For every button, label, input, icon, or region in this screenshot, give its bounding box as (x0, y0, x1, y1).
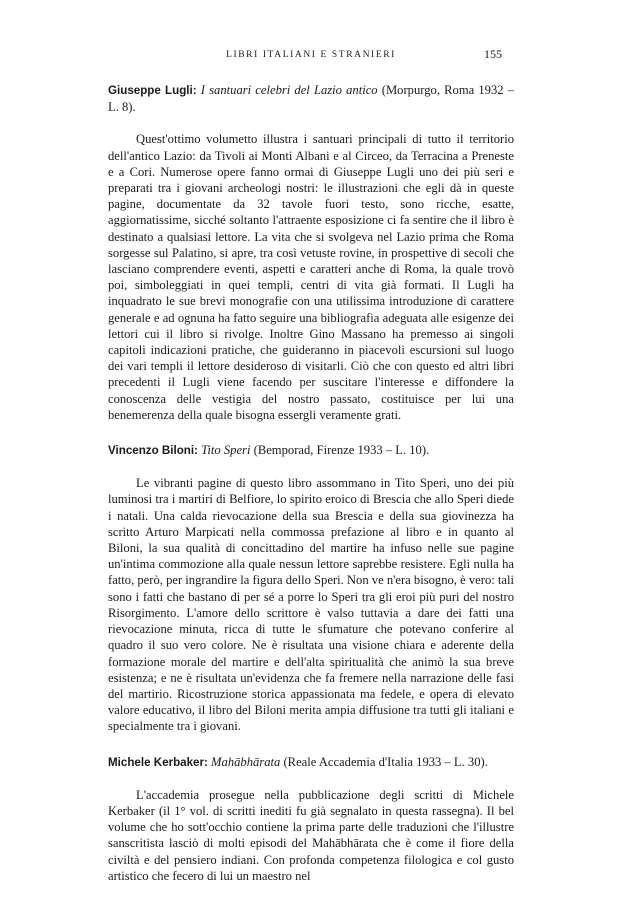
entry-heading-kerbaker (108, 754, 514, 771)
entry-title: I santuari celebri del Lazio antico (200, 83, 378, 97)
page-body (108, 82, 514, 884)
entry-publication: (Morpurgo, Roma 1932 – L. 8). (108, 83, 515, 115)
entry-publication: (Bemporad, Firenze 1933 – L. 10). (253, 443, 430, 458)
entry-heading-biloni (108, 442, 514, 459)
entry-author: Vincenzo Biloni: (108, 444, 198, 458)
entry-author: Michele Kerbaker: (108, 755, 208, 769)
entry-review-biloni: Le vibranti pagine di questo libro assommano in Tito Speri, uno dei più luminosi tra i martiri di Belfiore, lo spirito eroico di Brescia che allo Speri diede i natali. Una calda rievocazione della sua Brescia e della sua giovinezza ha scritto Arturo Marpicati nella commossa prefazione al libro e in quanto al Biloni, la sua qualità di concittadino del martire ha infuso nelle sue pagine un'intima commozione alla quale nessun lettore saprebbe resistere. Egli nulla ha fatto, però, per ingrandire la figura dello Speri. Non ve n'era bisogno, è vero: tali sono i fatti che bastano di per sé a porre lo Speri tra gli eroi più puri del nostro Risorgimento. L'amore dello scrittore è valso tuttavia a dare dei fatti una rievocazione minuta, ricca di tutte le sfumature che potevano conferire al quadro il suo vero colore. Ne è risultata una visione chiara e aderente della formazione morale del martire e dell'alta spiritualità che animò la sua breve esistenza; e ne è risultata un'evidenza che fa fremere nella narrazione delle fasi del martirio. Ricostruzione storica appassionata ma fedele, e opera di elevato valore educativo, il libro del Biloni merita ampia diffusione tra tutti gli italiani e specialmente tra i giovani. (108, 476, 514, 734)
entry-title: Mahābhārata (211, 754, 281, 769)
entry-review-lugli: Quest'ottimo volumetto illustra i santuari principali di tutto il territorio dell'antico Lazio: da Tivoli ai Monti Albani e al Circeo, da Terracina a Preneste e a Cori. Numerose opere fanno ormai di Giuseppe Lugli uno dei più seri e preparati tra i giovani archeologi nostri: le illustrazioni che egli dà in queste pagine, documentate da 32 tavole fuori testo, sono ricche, esatte, aggiornatissime, sicché soltanto l'attraente esposizione ci fa sentire che il libro è destinato a qualsiasi lettore. La vita che si svolgeva nel Lazio prima che Roma sorgesse sul Palatino, si apre, tra così vetuste rovine, in prospettive di secoli che lasciano comprendere eventi, aspetti e caratteri anche di Roma, la quale trovò poi, simboleggiati in quei templi, centri di vita già formati. Il Lugli ha inquadrato le sue brevi monografie con una utilissima introduzione di carattere generale e ad ognuna ha fatto seguire una bibliografia adeguata alle esigenze dei lettori cui il libro si rivolge. Inoltre Gino Massano ha premesso ai singoli capitoli indicazioni pratiche, che guideranno in piacevoli escursioni sul luogo dei vari templi il lettore desideroso di visitarli. Ciò che con questo ed altri libri precedenti il Lugli viene facendo per suscitare l'interesse e diffondere la conoscenza delle vestigia del nostro passato, costituisce per lui una benemerenza della quale bisogna essergli veramente grati. (108, 132, 514, 422)
entry-title: Tito Speri (201, 443, 251, 458)
entry-review-kerbaker: L'accademia prosegue nella pubblicazione degli scritti di Michele Kerbaker (il 1° vol. di scritti inediti fu già segnalato in questa rassegna). Il bel volume che ho sott'occhio contiene la prima parte delle traduzioni che l'illustre sanscritista lasciò di molti episodi del Mahābhārata che è come il fiore della civiltà e del pensiero indiani. Con profonda competenza filologica e col gusto artistico che fecero di lui un maestro nel (108, 787, 514, 883)
entry-heading-lugli (108, 82, 514, 115)
entry-publication: (Reale Accademia d'Italia 1933 – L. 30). (283, 754, 488, 769)
running-head: LIBRI ITALIANI E STRANIERI (226, 50, 396, 60)
entry-author: Giuseppe Lugli: (108, 84, 197, 97)
page-number: 155 (484, 47, 502, 61)
